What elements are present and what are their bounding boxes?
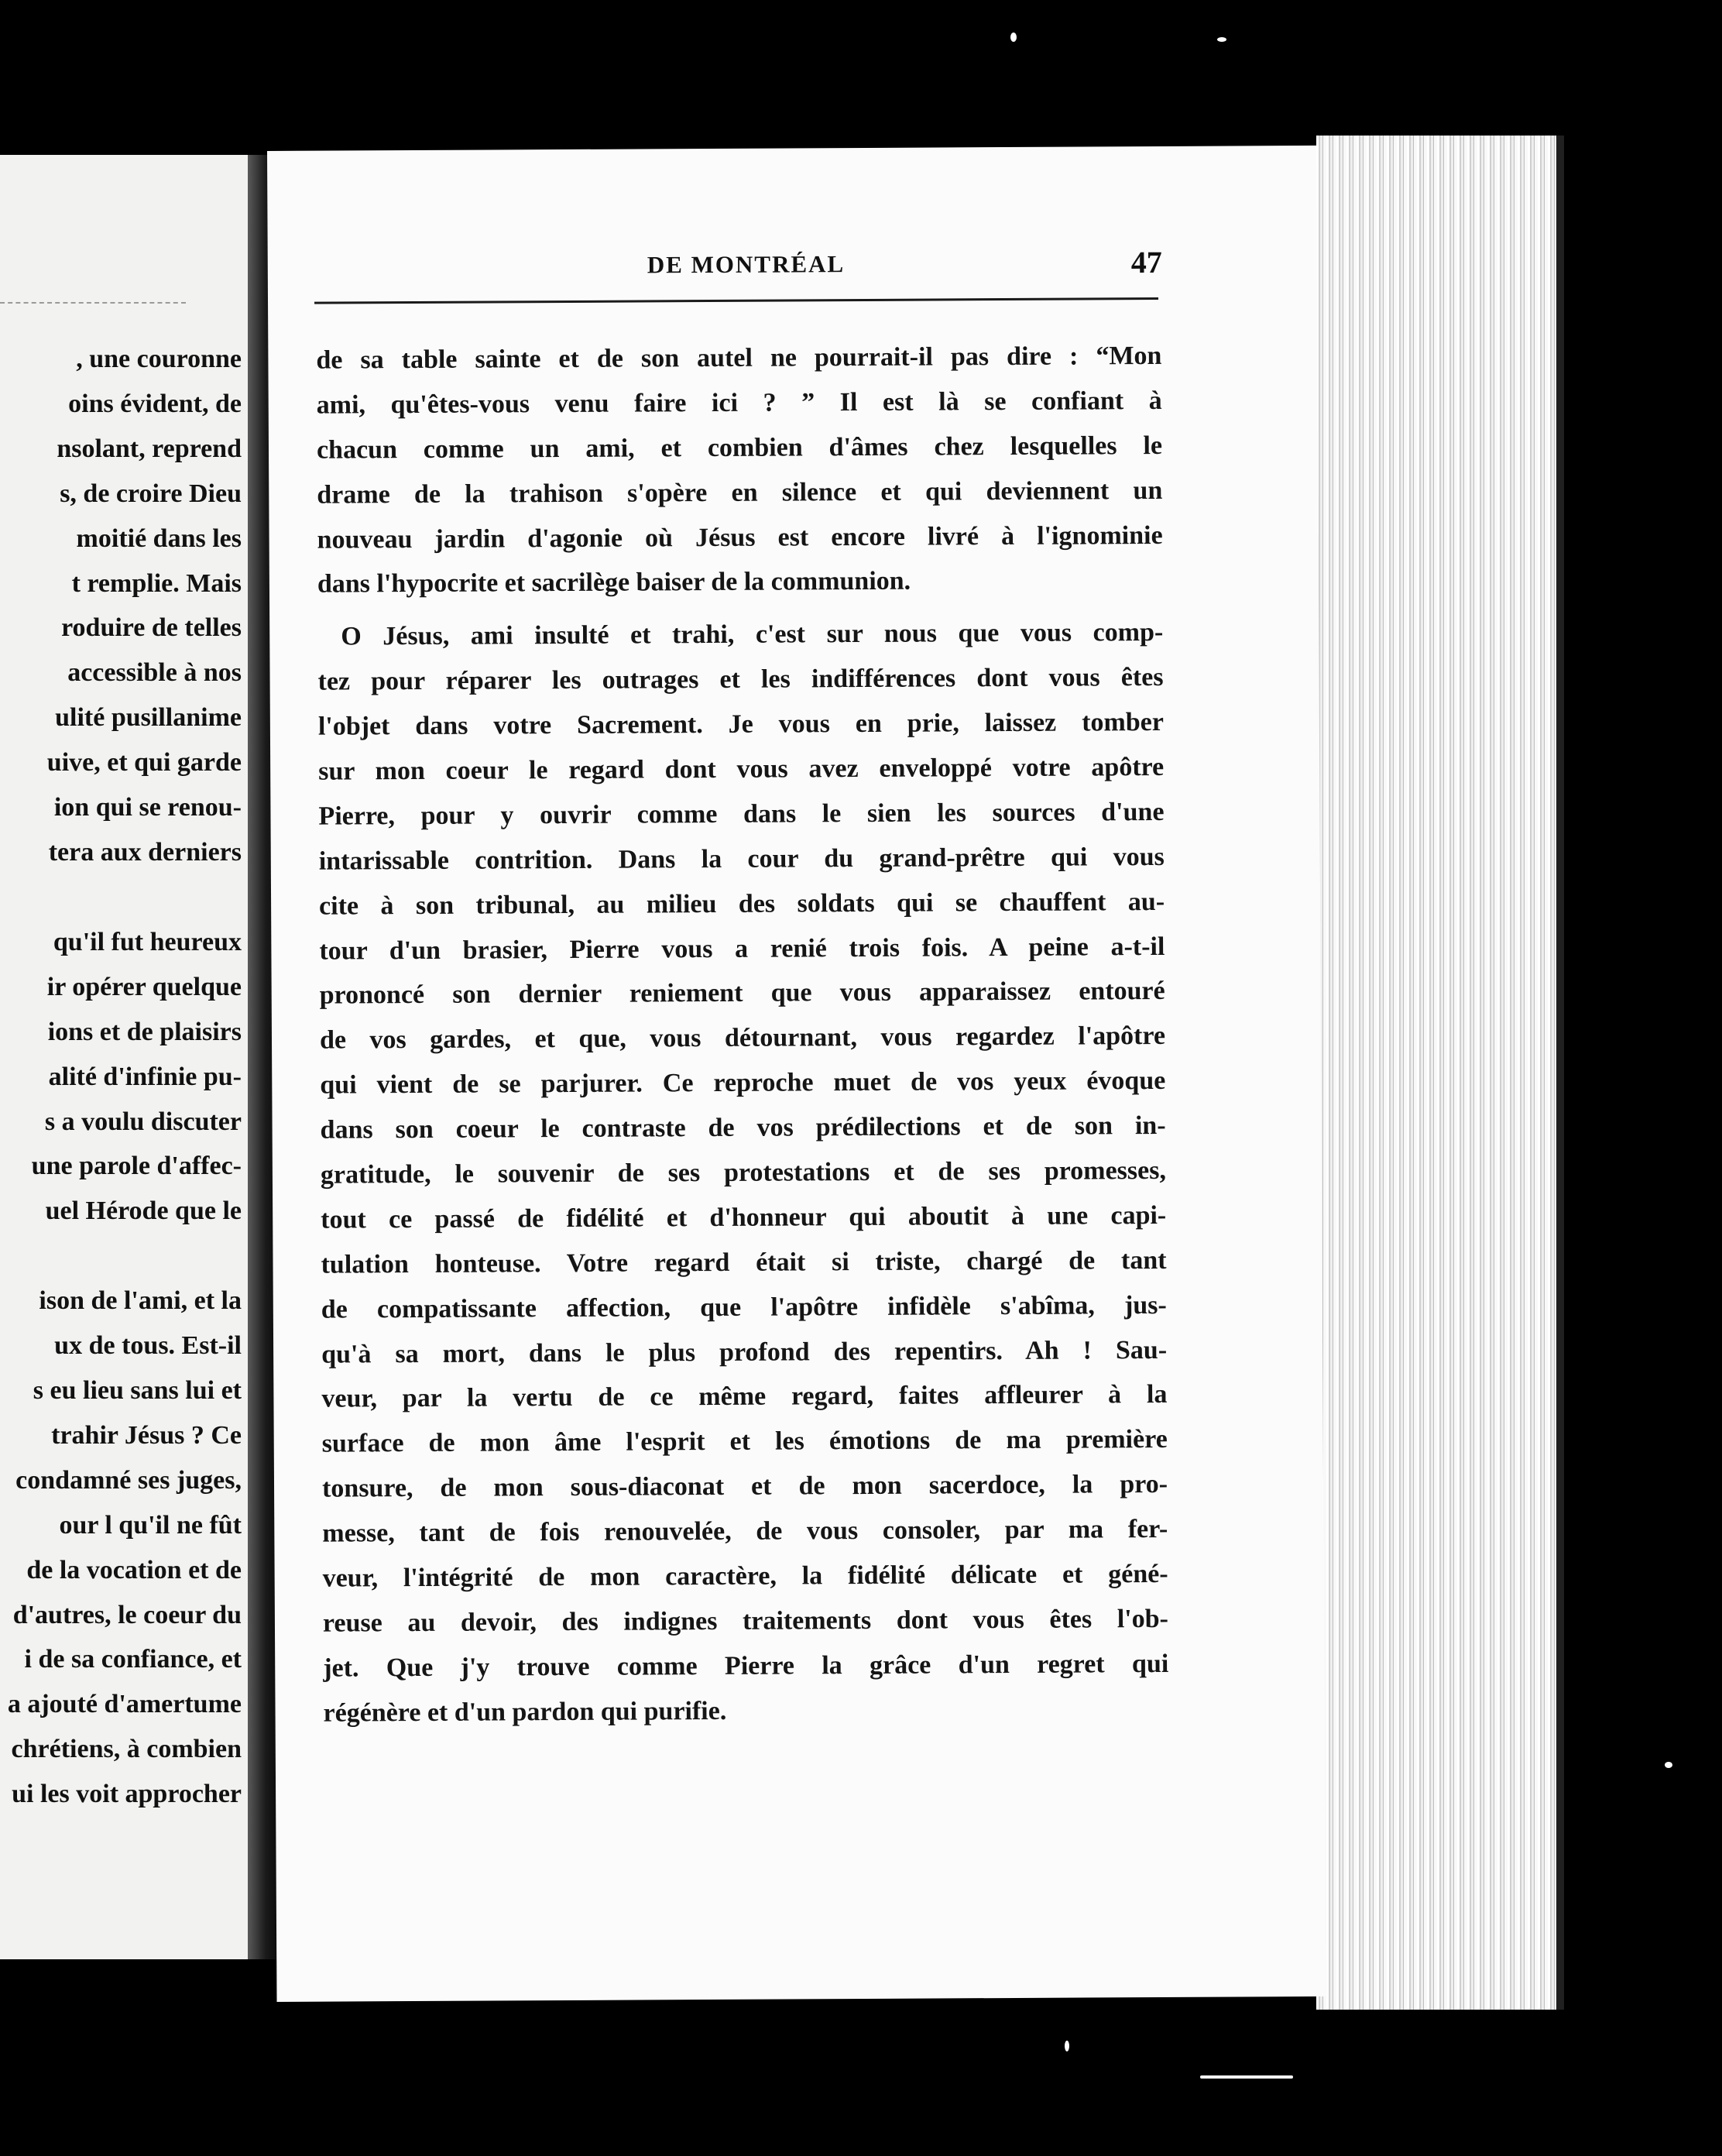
left-text-line: accessible à nos xyxy=(67,658,242,688)
left-text-line: ir opérer quelque xyxy=(46,972,242,1001)
left-text-line: s eu lieu sans lui et xyxy=(33,1376,242,1406)
text-line: qu'à sa mort, dans le plus profond des repentirs. Ah ! Sau- xyxy=(321,1335,1168,1369)
text-line: messe, tant de fois renouvelée, de vous consoler, par ma fer- xyxy=(322,1515,1168,1548)
dust-speck xyxy=(1065,2041,1069,2051)
left-page xyxy=(0,155,248,1959)
text-line: cite à son tribunal, au milieu des soldats qui se chauffent au- xyxy=(319,887,1165,921)
left-text-line: ison de l'ami, et la xyxy=(39,1286,242,1316)
right-page xyxy=(267,146,1326,2002)
text-line: de sa table sainte et de son autel ne pourrait-il pas dire : “Mon xyxy=(316,341,1162,375)
text-line: dans son coeur le contraste de vos prédilections et de son in- xyxy=(320,1111,1166,1145)
left-text-line: condamné ses juges, xyxy=(15,1465,242,1495)
left-text-line: oins évident, de xyxy=(68,389,242,418)
text-line: tez pour réparer les outrages et les indifférences dont vous êtes xyxy=(317,663,1164,696)
text-line: de vos gardes, et que, vous détournant, vous regardez l'apôtre xyxy=(319,1021,1166,1056)
dust-speck xyxy=(1217,37,1226,42)
left-text-line: qu'il fut heureux xyxy=(53,927,242,956)
text-line: nouveau jardin d'agonie où Jésus est encore livré à l'ignominie xyxy=(317,520,1163,554)
running-header-title: DE MONTRÉAL xyxy=(647,250,846,279)
page-edges xyxy=(1316,136,1564,2010)
left-text-line: chrétiens, à combien xyxy=(11,1735,242,1764)
text-line: drame de la trahison s'opère en silence et qui deviennent un xyxy=(317,475,1163,510)
running-header xyxy=(268,246,1309,290)
text-line: veur, l'intégrité de mon caractère, la fidélité délicate et géné- xyxy=(322,1559,1168,1593)
left-text-line: ions et de plaisirs xyxy=(47,1017,242,1046)
left-text-line: ion qui se renou- xyxy=(53,793,242,822)
text-line: intarissable contrition. Dans la cour du grand-prêtre qui vous xyxy=(318,842,1165,876)
text-line: O Jésus, ami insulté et trahi, c'est sur nous que vous comp- xyxy=(341,618,1164,651)
text-line: l'objet dans votre Sacrement. Je vous en prie, laissez tomber xyxy=(317,708,1164,741)
left-text-line: roduire de telles xyxy=(61,613,242,643)
text-line: Pierre, pour y ouvrir comme dans le sien les sources d'une xyxy=(318,797,1165,831)
left-text-line: une parole d'affec- xyxy=(31,1152,242,1181)
left-text-line: moitié dans les xyxy=(76,524,242,553)
text-line: régénère et d'un pardon qui purifie. xyxy=(323,1696,727,1728)
text-line: prononcé son dernier reniement que vous apparaissez entouré xyxy=(319,977,1165,1011)
left-text-line: uive, et qui garde xyxy=(46,748,242,778)
left-text-line: alité d'infinie pu- xyxy=(48,1062,242,1091)
text-line: gratitude, le souvenir de ses protestations et de ses promesses, xyxy=(320,1155,1167,1190)
left-page-divider xyxy=(0,302,186,304)
left-page-text xyxy=(8,337,242,1817)
left-text-line: i de sa confiance, et xyxy=(24,1645,242,1674)
left-text-line: de la vocation et de xyxy=(26,1555,242,1584)
text-line: surface de mon âme l'esprit et les émotions de ma première xyxy=(321,1425,1168,1459)
left-text-line: nsolant, reprend xyxy=(57,434,242,463)
left-text-line: ui les voit approcher xyxy=(12,1780,242,1809)
text-line: jet. Que j'y trouve comme Pierre la grâce d'un regret qui xyxy=(323,1649,1169,1683)
left-text-line: our l qu'il ne fût xyxy=(59,1510,242,1540)
left-text-line: d'autres, le coeur du xyxy=(12,1600,242,1629)
left-text-line: s a voulu discuter xyxy=(44,1107,242,1136)
body-text xyxy=(316,334,1168,1735)
text-line: tonsure, de mon sous-diaconat et de mon sacerdoce, la pro- xyxy=(321,1470,1168,1503)
left-text-line: trahir Jésus ? Ce xyxy=(51,1420,242,1450)
text-line: sur mon coeur le regard dont vous avez enveloppé votre apôtre xyxy=(318,752,1165,786)
page-number: 47 xyxy=(1130,244,1162,280)
dust-speck xyxy=(1665,1762,1672,1768)
text-line: veur, par la vertu de ce même regard, faites affleurer à la xyxy=(321,1380,1168,1414)
left-text-line: tera aux derniers xyxy=(48,837,242,867)
paragraph-gap xyxy=(8,875,242,920)
header-rule xyxy=(314,297,1158,304)
left-text-line: ux de tous. Est-il xyxy=(54,1331,242,1361)
text-line: reuse au devoir, des indignes traitements dont vous êtes l'ob- xyxy=(322,1604,1169,1638)
paragraph-gap xyxy=(8,1234,242,1279)
text-line: ami, qu'êtes-vous venu faire ici ? ” Il est là se confiant à xyxy=(316,386,1162,420)
left-text-line: , une couronne xyxy=(76,345,242,373)
dust-speck xyxy=(1200,2075,1293,2079)
text-line: de compatissante affection, que l'apôtre infidèle s'abîma, jus- xyxy=(321,1290,1167,1324)
text-line: tour d'un brasier, Pierre vous a renié trois fois. A peine a-t-il xyxy=(319,932,1165,966)
left-text-line: t remplie. Mais xyxy=(71,568,242,598)
text-line: chacun comme un ami, et combien d'âmes chez lesquelles le xyxy=(316,431,1163,465)
left-text-line: uel Hérode que le xyxy=(45,1196,242,1226)
text-line: tout ce passé de fidélité et d'honneur qui aboutit à une capi- xyxy=(321,1200,1167,1234)
text-line: dans l'hypocrite et sacrilège baiser de la communion. xyxy=(317,567,911,599)
left-text-line: a ajouté d'amertume xyxy=(7,1690,242,1719)
text-line: tulation honteuse. Votre regard était si triste, chargé de tant xyxy=(321,1245,1167,1279)
text-line: qui vient de se parjurer. Ce reproche muet de vos yeux évoque xyxy=(320,1066,1166,1100)
left-text-line: s, de croire Dieu xyxy=(60,479,242,508)
left-text-line: ulité pusillanime xyxy=(55,703,242,733)
dust-speck xyxy=(1010,33,1017,42)
